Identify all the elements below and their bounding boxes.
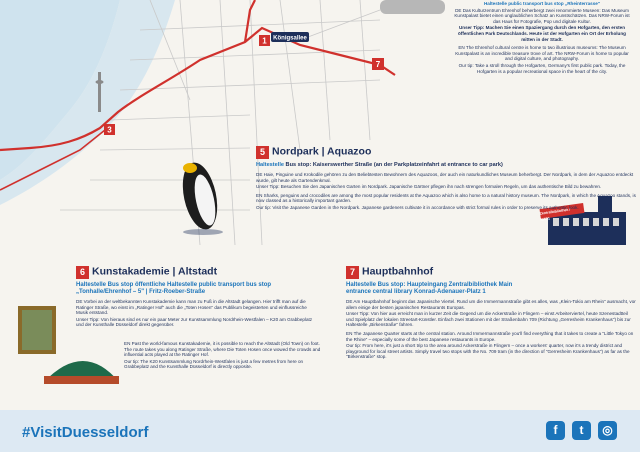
kunstakademie-stop: Haltestelle Bus stop öffentliche Haltestelle public transport bus stop „Tonhalle/Ehrenhof – 5" | Fritz-Roeber-Straße xyxy=(76,282,272,295)
kunstakademie-tip-de: Unser Tipp: Von hieraus sind es nur ein paar Meter zur Kunstsammlung Nordrhein-Westfalen – K20 am Grabbeplatz und der Kunsthalle Düsseldorf direkt gegenüber. xyxy=(76,316,313,328)
nordpark-tip-de: Unser Tipp: Besuchen Sie den Japanischen Garten im Nordpark. Japanische Gärtner pflegen ihn nach strengen formalen Regeln, um das authentische Bild zu bewahren. xyxy=(256,184,602,190)
nordpark-title: Nordpark | Aquazoo xyxy=(272,145,372,158)
ehrenhof-stop: Haltestelle public transport bus stop „Rheinterrasse" xyxy=(483,1,601,6)
nordpark-stop-label: Haltestelle xyxy=(256,162,284,168)
rheinturm-icon xyxy=(98,72,101,112)
hauptbahnhof-de: DE Am Hauptbahnhof beginnt das Japanische Viertel. Rund um die Immermannstraße gibt es alles, was „Klein-Tokio am Rhein" ausmacht, vor allem einige der besten japanischen Restaurants Europas. xyxy=(346,299,636,310)
card-kunstakademie-en xyxy=(124,340,324,371)
hauptbahnhof-stop: Haltestelle Bus stop: Haupteingang Zentralbibliothek Main entrance central library Konrad-Adenauer-Platz 1 xyxy=(346,282,513,295)
ehrenhof-de: DE Das Kulturzentrum Ehrenhof beherbergt zwei renommierte Museen: Das Museum Kunstpalast bietet einen unglaublichen Schatz an Kunstschätzen. Das NRW-Forum ist das Haus für Fotografie, Pop und digitale Kultur. xyxy=(454,7,630,24)
kunstakademie-tip-en: Our tip: The K20 Kunstsammlung Nordrhein-Westfalen is just a few metres from here on Grabbeplatz and the Kunsthalle Düsseldorf is directly opposite. xyxy=(124,358,304,370)
hauptbahnhof-en: EN The Japanese Quarter starts at the central station. Around Immermannstraße you'll find everything that it takes to create a "Little Tokyo on the Rhine" – especially some of the best Japanese restaurants in Europe. xyxy=(346,330,634,342)
nordpark-stop-name: Bus stop: Kaiserswerther Straße (an der Parkplatzeinfahrt at entrance to car park) xyxy=(285,162,503,168)
nordpark-en: EN Sharks, penguins and crocodiles are among the most popular residents at the Aquazoo which is also home to a natural history museum. The Nordpark, in which the Aquazoo stands, is now classed as a historically important garden. xyxy=(256,192,636,204)
marker-1-label: 1 xyxy=(262,36,267,46)
hauptbahnhof-title: Hauptbahnhof xyxy=(362,265,434,278)
nordpark-tip-en: Our tip: Visit the Japanese Garden in the Nordpark. Japanese gardeners cultivate it in accordance with strict formal rules in order to preserve its authentic look. xyxy=(256,204,579,210)
hauptbahnhof-tip-en: Our tip: From here, it's just a short trip to the area around Ackerstraße in Flingern – once a workers' quarter, now it's a trendy district and playground for local street artists. Simply travel two stops with the No. 709 tram (in the direction of "Gerresheim Krankenhaus") as far as the "Birkenstraße" stop. xyxy=(346,343,630,360)
instagram-icon[interactable]: ◎ xyxy=(598,421,617,440)
footer xyxy=(0,410,640,452)
marker-7-label: 7 xyxy=(375,60,381,69)
kunstakademie-title: Kunstakademie | Altstadt xyxy=(92,265,218,278)
ehrenhof-tip-de: Unser Tipp: Machen Sie einen Spaziergang durch den Hofgarten, den ersten öffentlichen Park Deutschlands. Heute ist der Hofgarten ein Ort der Erholung mitten in der Stadt. xyxy=(458,25,626,42)
kunstakademie-de: DE Vorbei an der weltbekannten Kunstakademie kann man zu Fuß in die Altstadt gelangen. Hier trifft man auf die Ratinger Straße, wo einst im „Ratinger Hof" auch die „Toten Hosen" das Publikum begeisterten und einflussreiche Musik entstand. xyxy=(76,299,307,316)
ehrenhof-tip-en: Our tip: Take a stroll through the Hofgarten, Germany's first public park. Today, the Hofgarten is a popular recreational space in the heart of the city. xyxy=(458,62,626,74)
station-sign: Zentralbibliothek / KAP1 xyxy=(539,207,571,222)
facebook-icon[interactable]: f xyxy=(546,421,565,440)
hauptbahnhof-number: 7 xyxy=(346,266,359,279)
kunstakademie-en: EN Past the world-famous Kunstakademie, it is possible to reach the Altstadt (Old Town) on foot. The route takes you along Ratinger Straße, where Die Toten Hosen once wowed the crowds and influential acts played at the Ratinger Hof. xyxy=(124,341,321,358)
ehrenhof-en: EN The Ehrenhof cultural centre is home to two illustrious museums: The Museum Kunstpalast is an incredible treasure trove of art. The NRW-Forum is home to popular and digital culture, and photography. xyxy=(455,45,629,62)
marker-3-label: 3 xyxy=(107,125,112,135)
nordpark-de: DE Haie, Pinguine und Krokodile gehören zu den Beliebtesten Bewohnern des Aquazoos, der auch ein naturkundliches Museum beherbergt. Der Nordpark, in dem der Aquazoo entdeckt wurde, gilt heute als Gartendenkmal. xyxy=(256,172,634,183)
koenigsallee-label: Königsallee xyxy=(273,35,307,42)
hauptbahnhof-tip-de: Unser Tipp: Von hier aus erreicht man in kurzer Zeit die Gegend um die Ackerstraße in Flingern – einst Arbeiterviertel, heute Szenestadtteil und Spielplatz der lokalen Streetart-Künstler. Einfach zwei Stationen mit der Straßenbahn 709 (Richtung „Gerresheim Krankenhaus") bis zur Haltestelle „Birkenstraße" fahren. xyxy=(346,311,631,328)
kunstakademie-illustration xyxy=(14,300,124,390)
nordpark-number: 5 xyxy=(256,146,269,159)
building-icon xyxy=(380,0,445,14)
twitter-icon[interactable]: t xyxy=(572,421,591,440)
hashtag[interactable]: #VisitDuesseldorf xyxy=(22,424,149,441)
card-hauptbahnhof xyxy=(346,266,636,361)
card-nordpark xyxy=(256,146,636,212)
kunstakademie-number: 6 xyxy=(76,266,89,279)
card-ehrenhof xyxy=(452,0,632,75)
